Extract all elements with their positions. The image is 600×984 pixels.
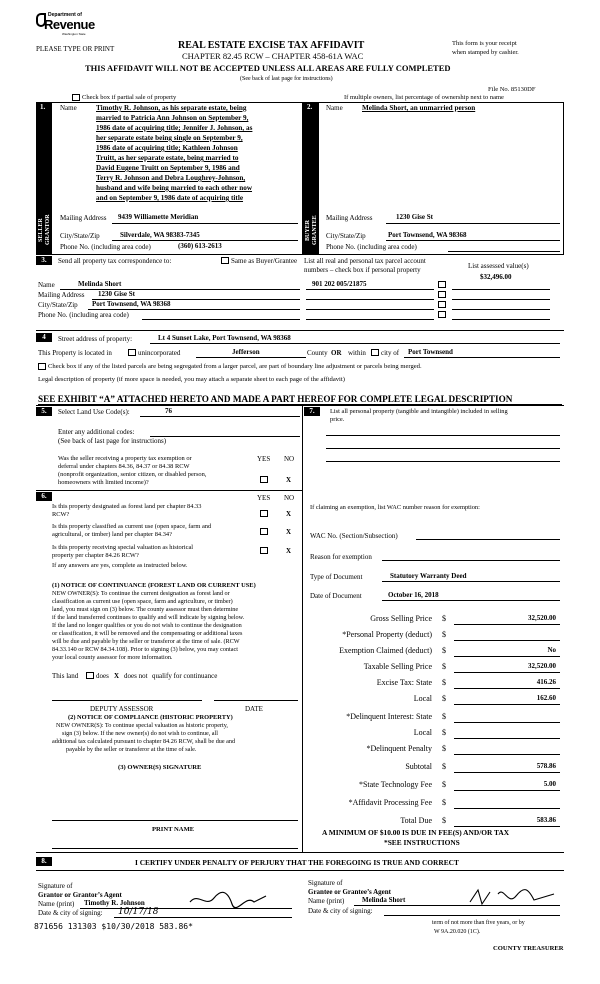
county-label: County — [307, 349, 328, 357]
form-title: REAL ESTATE EXCISE TAX AFFIDAVIT — [178, 40, 365, 51]
assessor-date-line — [214, 700, 298, 701]
grantee-name-line — [354, 905, 560, 906]
s3-mailing-label: Mailing Address — [38, 291, 85, 299]
street-label: Street address of property: — [58, 335, 133, 343]
seller-name-2: married to Patricia Ann Johnson on September 9, — [96, 114, 249, 122]
s5-q1-answer: X — [286, 476, 292, 484]
fee-row — [306, 630, 560, 642]
s6-q2-line-2: agricultural, or timber) land per chapter 84.34? — [52, 531, 172, 538]
fee-row — [306, 694, 560, 706]
notice-1-line-6: or classification, it will be removed and the compensating or additional taxes — [52, 630, 243, 637]
fee-label: *Delinquent Penalty — [366, 744, 432, 753]
receipt-note-2: when stamped by cashier. — [452, 49, 519, 56]
reason-label: Reason for exemption — [310, 553, 372, 561]
city-name: Port Townsend — [408, 348, 453, 356]
fee-label: Excise Tax: State — [376, 678, 432, 687]
s5-q1-line-1: Was the seller receiving a property tax exemption or — [58, 455, 192, 462]
grantee-date-label: Date & city of signing: — [308, 907, 373, 915]
s7-line-1 — [326, 435, 560, 436]
does-not-label: does not — [124, 672, 148, 680]
fee-dollar: $ — [442, 762, 446, 771]
s6-q2-answer: X — [286, 528, 292, 536]
s6-no-header: NO — [284, 494, 295, 502]
s7-line-3 — [326, 461, 560, 462]
land-use-code: 76 — [165, 407, 172, 415]
s3-mailing: 1230 Gise St — [98, 290, 135, 298]
seller-name-label: Name — [60, 104, 77, 112]
logo-dept: Department of — [48, 12, 82, 18]
buyer-num: 2. — [307, 103, 313, 111]
frame-top — [36, 102, 564, 103]
s6-q3-answer: X — [286, 547, 292, 555]
s3-name-label: Name — [38, 281, 55, 289]
fee-row — [306, 646, 560, 658]
s6-q3-yes-checkbox[interactable] — [260, 547, 268, 554]
fee-line — [454, 826, 560, 827]
doc-type: Statutory Warranty Deed — [390, 572, 467, 580]
fee-label: *State Technology Fee — [358, 780, 432, 789]
fee-line — [454, 672, 560, 673]
assessed-value: $32,496.00 — [480, 273, 512, 281]
fee-value: 32,520.00 — [528, 662, 556, 670]
street-line — [150, 343, 560, 344]
deputy-assessor-label: DEPUTY ASSESSOR — [90, 705, 154, 713]
print-name-label: PRINT NAME — [152, 826, 195, 833]
s3-phone-line — [142, 319, 300, 320]
buyer-name-label: Name — [326, 104, 343, 112]
fee-dollar: $ — [442, 780, 446, 789]
parcel-line-3 — [306, 309, 434, 310]
fee-value: 583.86 — [536, 816, 556, 824]
parcel-personal-checkbox-4[interactable] — [438, 311, 446, 318]
seller-name-10: and on September 9, 1986 date of acquiring title — [96, 194, 244, 202]
fee-label: Total Due — [400, 816, 432, 825]
buyer-grantee-label: BUYER GRANTEE — [305, 215, 318, 245]
fee-line — [454, 754, 560, 755]
fee-row — [306, 798, 560, 810]
unincorporated-checkbox[interactable] — [128, 349, 136, 356]
please-type-label: PLEASE TYPE OR PRINT — [36, 45, 115, 53]
notice-1-line-3: land, you must sign on (3) below. The county assessor must then determine — [52, 606, 239, 613]
s6-q1-yes-checkbox[interactable] — [260, 510, 268, 517]
assessed-label: List assessed value(s) — [468, 262, 529, 270]
parcel-personal-checkbox-2[interactable] — [438, 291, 446, 298]
fee-value: 162.60 — [536, 694, 556, 702]
parcel-line-4 — [306, 319, 434, 320]
fee-label: *Delinquent Interest: State — [346, 712, 432, 721]
notice-1-line-2: classification as current use (open space, farm and agriculture, or timber) — [52, 598, 233, 605]
doc-type-label: Type of Document — [310, 573, 363, 581]
doc-type-line — [382, 581, 560, 582]
fee-dollar: $ — [442, 816, 446, 825]
fee-line — [454, 640, 560, 641]
additional-codes-label: Enter any additional codes: — [58, 428, 135, 436]
fee-dollar: $ — [442, 744, 446, 753]
fee-dollar: $ — [442, 678, 446, 687]
fee-line — [454, 704, 560, 705]
if-yes-note: If any answers are yes, complete as instructed below. — [52, 562, 188, 569]
fee-row — [306, 614, 560, 626]
fee-value: 578.86 — [536, 762, 556, 770]
s5-q1-line-3: (nonprofit organization, senior citizen, or disabled person, — [58, 471, 207, 478]
fee-label: Local — [413, 728, 432, 737]
county-line — [196, 357, 306, 358]
fee-label: *Personal Property (deduct) — [342, 630, 432, 639]
parcel-number: 901 202 005/21875 — [312, 280, 367, 288]
fee-row — [306, 744, 560, 756]
fee-label: *Affidavit Processing Fee — [348, 798, 432, 807]
assessed-line-4 — [452, 319, 550, 320]
seller-num: 1. — [40, 103, 46, 111]
s3-city-line — [88, 309, 300, 310]
fee-line — [454, 772, 560, 773]
fee-label: Taxable Selling Price — [363, 662, 432, 671]
does-not-mark: X — [114, 672, 120, 680]
section-5-marker: 5. — [36, 407, 52, 416]
reason-line — [382, 560, 560, 561]
grantor-name-line — [80, 908, 292, 909]
land-use-line — [140, 416, 300, 417]
notice-1-line-1: NEW OWNER(S): To continue the current designation as forest land or — [52, 590, 230, 597]
fee-row — [306, 662, 560, 674]
s5-no-header: NO — [284, 455, 295, 463]
buyer-mailing-line — [386, 223, 560, 224]
legal-label: Legal description of property (if more space is needed, you may attach a separate sheet to each page of the affidavit) — [38, 376, 345, 383]
land-use-label: Select Land Use Code(s): — [58, 408, 130, 416]
fee-dollar: $ — [442, 630, 446, 639]
s6-yes-header: YES — [257, 494, 271, 502]
buyer-phone-line — [448, 251, 560, 252]
s6-q1-line-1: Is this property designated as forest land per chapter 84.33 — [52, 503, 202, 510]
notice-2-title: (2) NOTICE OF COMPLIANCE (HISTORIC PROPERTY) — [68, 714, 233, 721]
fee-line — [454, 624, 560, 625]
grantee-date-line — [384, 915, 560, 916]
notice-1-title: (1) NOTICE OF CONTINUANCE (FOREST LAND OR CURRENT USE) — [52, 582, 256, 589]
form-chapter: CHAPTER 82.45 RCW – CHAPTER 458-61A WAC — [182, 51, 364, 61]
notice-1-line-4: if the land transferred continues to qualify and will indicate by signing below. — [52, 614, 245, 621]
revenue-logo — [36, 12, 95, 41]
fee-line — [454, 738, 560, 739]
seller-grantor-label: SELLER GRANTOR — [38, 214, 51, 246]
same-as-buyer-checkbox[interactable] — [221, 257, 229, 264]
seller-name-6: Truitt, as her separate estate, being married to — [96, 154, 239, 162]
perjury-note-1: term of not more than five years, or by — [432, 920, 525, 926]
fee-row — [306, 678, 560, 690]
seller-phone: (360) 613-2613 — [178, 242, 222, 250]
fee-label: Local — [413, 694, 432, 703]
grantor-date: 10/17/18 — [118, 907, 159, 917]
seller-mailing-line — [112, 223, 298, 224]
receipt-note-1: This form is your receipt — [452, 40, 517, 47]
section-4-marker: 4 — [36, 333, 52, 342]
see-back-note: (See back of last page for instructions) — [240, 76, 333, 82]
fee-dollar: $ — [442, 614, 446, 623]
s7-label-2: price. — [330, 416, 345, 423]
wac-line — [416, 539, 560, 540]
fee-line — [454, 790, 560, 791]
located-label: This Property is located in — [38, 349, 112, 357]
fee-row — [306, 816, 560, 828]
s7-line-2 — [326, 448, 560, 449]
fee-row — [306, 712, 560, 724]
fee-dollar: $ — [442, 712, 446, 721]
seller-name-1: Timothy R. Johnson, as his separate estate, being — [96, 104, 247, 112]
city-of-label: city of — [381, 349, 400, 357]
grantor-name-label: Name (print) — [38, 900, 75, 908]
s6-q1-answer: X — [286, 510, 292, 518]
s5-q1-line-4: homeowners with limited income)? — [58, 479, 149, 486]
buyer-city: Port Townsend, WA 98368 — [388, 231, 467, 239]
parcel-line-1 — [306, 289, 434, 290]
section-8-marker: 8. — [36, 857, 52, 866]
s3-name-line — [60, 289, 300, 290]
s7-label-1: List all personal property (tangible and intangible) included in selling — [330, 408, 508, 415]
minimum-due-note: A MINIMUM OF $10.00 IS DUE IN FEE(S) AND/OR TAX — [322, 828, 510, 837]
seller-name-9: husband and wife being married to each other now — [96, 184, 253, 192]
fee-dollar: $ — [442, 646, 446, 655]
seller-name-3: 1986 date of acquiring title; Jennifer J. Johnson, as — [96, 124, 253, 132]
s6-q1-line-2: RCW? — [52, 511, 70, 518]
notice-1-line-5: If the land no longer qualifies or you do not wish to continue the designation — [52, 622, 242, 629]
s6-q3-line-2: property per chapter 84.26 RCW? — [52, 552, 139, 559]
grantor-date-label: Date & city of signing: — [38, 909, 103, 917]
parcel-list-label-2: numbers – check box if personal property — [304, 266, 421, 274]
s5-q1-line-2: deferral under chapters 84.36, 84.37 or 84.38 RCW — [58, 463, 190, 470]
grantor-date-line — [114, 917, 292, 918]
buyer-name: Melinda Short, an unmarried person — [362, 104, 476, 112]
grantor-signature-scrawl — [188, 890, 268, 910]
this-land-label: This land — [52, 672, 79, 680]
buyer-city-label: City/State/Zip — [326, 232, 366, 240]
s5-see-back: (See back of last page for instructions) — [58, 437, 167, 445]
segregated-checkbox[interactable] — [38, 363, 46, 370]
unincorporated-label: unincorporated — [138, 349, 181, 357]
fee-line — [454, 808, 560, 809]
city-line — [404, 357, 560, 358]
grantee-name-label: Name (print) — [308, 897, 345, 905]
notice-2-line-1: NEW OWNER(S): To continue special valuation as historic property, — [56, 722, 228, 729]
grantee-signature — [468, 884, 558, 912]
does-checkbox[interactable] — [86, 672, 94, 679]
notice-2-line-4: payable by the seller or transferor at the time of sale. — [66, 746, 197, 753]
seller-mailing-label: Mailing Address — [60, 214, 107, 222]
fee-row — [306, 762, 560, 774]
assessed-line-3 — [452, 309, 550, 310]
form-warning: THIS AFFIDAVIT WILL NOT BE ACCEPTED UNLESS ALL AREAS ARE FULLY COMPLETED — [85, 63, 451, 73]
partial-sale-label: Check box if partial sale of property — [82, 94, 177, 101]
seller-mailing: 9439 Williamette Meridian — [118, 213, 199, 221]
s8-cert-rule — [36, 870, 564, 871]
receipt-stamp: 871656 131303 $10/30/2018 583.86* — [34, 922, 193, 931]
parcel-line-2 — [306, 299, 434, 300]
certify-statement: I CERTIFY UNDER PENALTY OF PERJURY THAT THE FOREGOING IS TRUE AND CORRECT — [135, 858, 459, 867]
grantee-signature-scrawl — [468, 884, 558, 912]
within-city-checkbox[interactable] — [371, 349, 379, 356]
section-6-marker: 6. — [36, 492, 52, 501]
buyer-city-line — [386, 240, 560, 241]
grantee-name: Melinda Short — [362, 896, 406, 904]
parcel-personal-checkbox-1[interactable] — [438, 281, 446, 288]
same-as-buyer-label: Same as Buyer/Grantee — [231, 257, 298, 265]
logo-name: Revenue — [44, 17, 95, 32]
assessed-line-1 — [452, 289, 550, 290]
or-label: OR — [331, 349, 342, 357]
notice-1-line-7: will be due and payable by the seller or transferor at the time of sale. (RCW — [52, 638, 240, 645]
qualify-label: qualify for continuance — [152, 672, 218, 680]
seller-phone-label: Phone No. (including area code) — [60, 243, 151, 251]
s5-yes-header: YES — [257, 455, 271, 463]
doc-date-line — [382, 600, 560, 601]
print-name-line — [52, 848, 298, 849]
send-correspondence-label: Send all property tax correspondence to: — [58, 257, 172, 265]
seller-name-4: her separate estate being single on September 9, — [96, 134, 243, 142]
s4-top-rule — [36, 330, 564, 331]
fee-dollar: $ — [442, 798, 446, 807]
parcel-personal-checkbox-3[interactable] — [438, 301, 446, 308]
fee-dollar: $ — [442, 728, 446, 737]
additional-codes-line — [150, 436, 300, 437]
street-address: Lt 4 Sunset Lake, Port Townsend, WA 98368 — [158, 334, 291, 342]
fee-label: Subtotal — [405, 762, 432, 771]
owner-signature-line — [52, 820, 298, 821]
s6-q2-line-1: Is this property classified as current use (open space, farm and — [52, 523, 212, 530]
date-label: DATE — [245, 705, 263, 713]
fee-value: 32,520.00 — [528, 614, 556, 622]
grantor-sig-label-2: Grantor or Grantor’s Agent — [38, 891, 122, 899]
exemption-label: If claiming an exemption, list WAC number reason for exemption: — [310, 504, 480, 511]
parcel-list-label-1: List all real and personal tax parcel account — [304, 257, 426, 265]
fee-line — [454, 688, 560, 689]
notice-2-line-2: sign (3) below. If the new owner(s) do not wish to continue, all — [62, 730, 218, 737]
does-label: does — [96, 672, 109, 680]
segregated-label: Check box if any of the listed parcels are being segregated from a larger parcel, are part of boundary line adjustment or parcels being merged. — [48, 363, 422, 370]
partial-sale-checkbox[interactable] — [72, 94, 80, 101]
buyer-phone-label: Phone No. (including area code) — [326, 243, 417, 251]
s3-city: Port Townsend, WA 98368 — [92, 300, 171, 308]
s3-name: Melinda Short — [78, 280, 122, 288]
deputy-assessor-line — [52, 700, 202, 701]
s5-q1-yes-checkbox[interactable] — [260, 476, 268, 483]
grantee-sig-label-2: Grantee or Grantee’s Agent — [308, 888, 392, 896]
fee-dollar: $ — [442, 694, 446, 703]
s3-city-label: City/State/Zip — [38, 301, 78, 309]
fee-dollar: $ — [442, 662, 446, 671]
exhibit-statement: SEE EXHIBIT “A” ATTACHED HERETO AND MADE A PART HEREOF FOR COMPLETE LEGAL DESCRIPTION — [38, 394, 513, 404]
section-3-marker: 3. — [36, 256, 52, 265]
notice-1-line-8: 84.33.140 or RCW 84.34.108). Prior to signing (3) below, you may contact — [52, 646, 238, 653]
fee-label: Exemption Claimed (deduct) — [339, 646, 432, 655]
seller-city-line — [112, 240, 298, 241]
buyer-mailing-label: Mailing Address — [326, 214, 373, 222]
owner-signature-label: (3) OWNER(S) SIGNATURE — [118, 764, 202, 771]
seller-name-7: David Eugene Truitt on September 9, 1986 and — [96, 164, 240, 172]
seller-city-label: City/State/Zip — [60, 232, 100, 240]
perjury-note-2: W 9A.20.020 (1C). — [434, 929, 481, 935]
fee-line — [454, 656, 560, 657]
fee-row — [306, 728, 560, 740]
s5-top-rule — [36, 405, 564, 406]
buyer-mailing: 1230 Gise St — [396, 213, 433, 221]
doc-date-label: Date of Document — [310, 592, 362, 600]
seller-name-5: 1986 date of acquiring title; Kathleen Johnson — [96, 144, 238, 152]
fee-line — [454, 722, 560, 723]
frame-right — [563, 102, 564, 254]
county-name: Jefferson — [232, 348, 260, 356]
grantor-name: Timothy R. Johnson — [84, 899, 145, 907]
notice-2-line-3: additional tax calculated pursuant to chapter 84.26 RCW, shall be due and — [52, 738, 236, 745]
fee-value: 416.26 — [536, 678, 556, 686]
fee-value: 5.00 — [543, 780, 556, 788]
fee-value: No — [547, 646, 556, 654]
s3-phone-label: Phone No. (including area code) — [38, 311, 129, 319]
s6-q3-line-1: Is this property receiving special valuation as historical — [52, 544, 194, 551]
frame-mid — [36, 254, 564, 255]
s6-top-rule — [36, 490, 302, 491]
notice-1-line-9: your local county assessor for more information. — [52, 654, 173, 661]
county-treasurer-label: COUNTY TREASURER — [493, 945, 564, 952]
s8-top-rule — [36, 852, 564, 853]
s6-q2-yes-checkbox[interactable] — [260, 528, 268, 535]
assessed-line-2 — [452, 299, 550, 300]
seller-city: Silverdale, WA 98383-7345 — [120, 231, 200, 239]
grantee-sig-label-1: Signature of — [308, 879, 343, 887]
file-number: File No. 85130DF — [488, 86, 536, 93]
within-label: within — [348, 349, 366, 357]
s5-s7-divider — [302, 405, 303, 852]
grantor-signature — [188, 890, 268, 910]
seller-name-8: Terry R. Johnson and Debra Loughrey-Johnson, — [96, 174, 246, 182]
multiple-owners-label: If multiple owners, list percentage of ownership next to name — [344, 94, 504, 101]
logo-state: Washington State — [62, 32, 86, 36]
grantor-sig-label-1: Signature of — [38, 882, 73, 890]
see-instructions: *SEE INSTRUCTIONS — [384, 838, 460, 847]
fee-label: Gross Selling Price — [370, 614, 432, 623]
doc-date: October 16, 2018 — [388, 591, 439, 599]
section-7-marker: 7. — [304, 407, 320, 416]
fee-row — [306, 780, 560, 792]
wac-label: WAC No. (Section/Subsection) — [310, 532, 398, 540]
